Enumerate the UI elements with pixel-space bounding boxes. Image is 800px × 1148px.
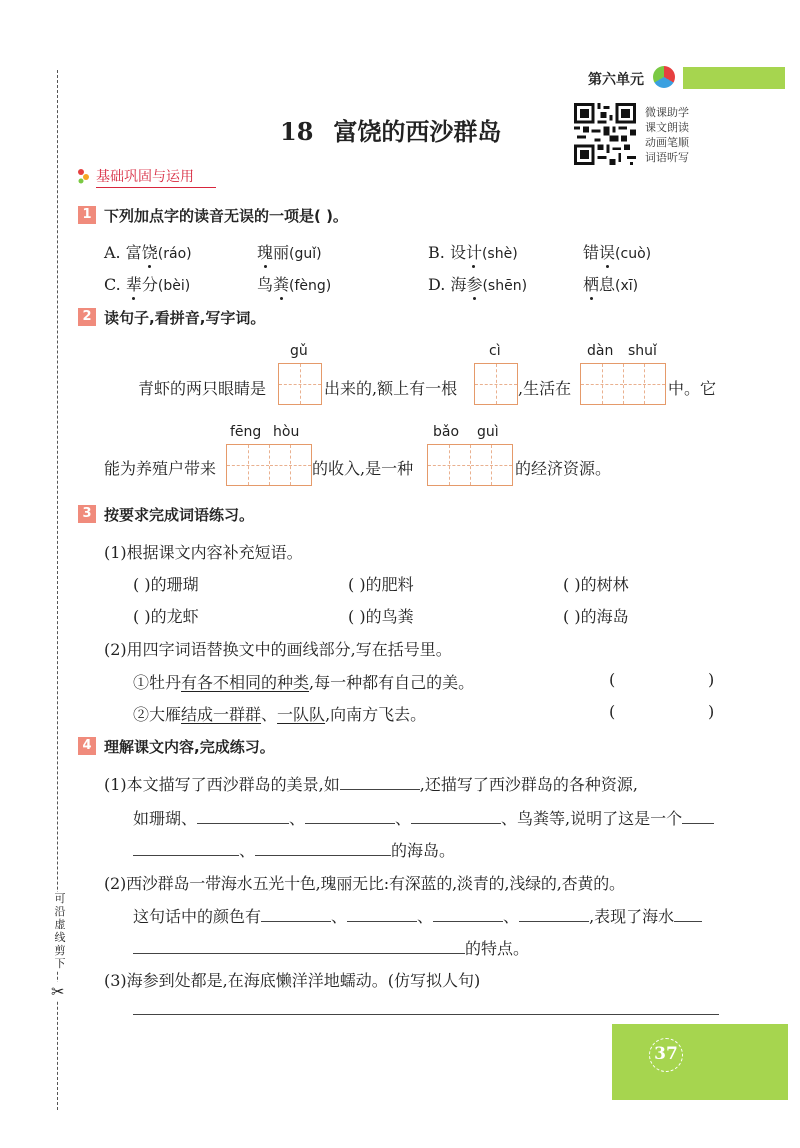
answer-blank[interactable] bbox=[682, 808, 714, 824]
pinyin: (guǐ) bbox=[289, 246, 322, 262]
q1-option-d bbox=[428, 272, 527, 295]
char-box-danshui[interactable] bbox=[580, 363, 666, 405]
answer-paren-close[interactable]: ) bbox=[708, 670, 715, 689]
word: 息 bbox=[599, 275, 616, 294]
answer-blank[interactable] bbox=[261, 906, 331, 922]
q2-prompt: 读句子,看拼音,写字词。 bbox=[104, 309, 266, 327]
qr-line: 微课助学 bbox=[645, 106, 689, 119]
answer-blank[interactable] bbox=[255, 840, 391, 856]
char-box-ci[interactable] bbox=[474, 363, 518, 405]
pinyin-label: fēng bbox=[230, 424, 262, 440]
dotted-char: 饶 bbox=[142, 240, 158, 263]
q2-line2-part: 的经济资源。 bbox=[515, 459, 612, 478]
qr-line: 词语听写 bbox=[645, 151, 689, 164]
paragraph-text: 、 bbox=[503, 907, 520, 926]
q3-sub1: (1)根据课文内容补充短语。 bbox=[104, 543, 303, 562]
phrase-blank[interactable]: ( )的龙虾 bbox=[133, 607, 199, 626]
underlined-text: 有各不相同的种类 bbox=[181, 673, 310, 692]
lesson-title bbox=[280, 112, 501, 147]
qr-line: 动画笔顺 bbox=[645, 136, 689, 149]
paragraph-text: 如珊瑚、 bbox=[133, 809, 198, 828]
paragraph-text: 、 bbox=[417, 907, 434, 926]
word: 鸟 bbox=[257, 275, 274, 294]
option-letter: B. bbox=[428, 243, 450, 262]
unit-bar bbox=[683, 67, 785, 89]
paragraph-text: 、鸟粪等,说明了这是一个 bbox=[501, 809, 683, 828]
char-box-baogui[interactable] bbox=[427, 444, 513, 486]
q2-line2-part: 能为养殖户带来 bbox=[104, 459, 217, 478]
dotted-char: 辈 bbox=[126, 272, 142, 295]
qr-caption bbox=[645, 105, 689, 165]
qr-code-icon[interactable] bbox=[573, 103, 637, 165]
scissors-icon: ✂ bbox=[51, 982, 65, 1001]
underlined-text: 结成一群群 bbox=[181, 705, 262, 724]
underlined-text: 一队队 bbox=[277, 705, 326, 724]
word: 设 bbox=[449, 243, 466, 262]
q1-option-d-word2 bbox=[583, 272, 638, 295]
dotted-char: 参 bbox=[466, 272, 482, 295]
page-number: 37 bbox=[649, 1038, 683, 1072]
q1-option-a-word2 bbox=[257, 240, 322, 263]
answer-blank[interactable] bbox=[411, 808, 501, 824]
pinyin: (xī) bbox=[615, 278, 639, 294]
q1-option-b-word2 bbox=[583, 240, 651, 263]
answer-blank[interactable] bbox=[674, 906, 702, 922]
sentence-text: ,向南方飞去。 bbox=[325, 705, 427, 724]
q1-option-c bbox=[104, 272, 190, 295]
sentence-text: ,每一种都有自己的美。 bbox=[309, 673, 475, 692]
answer-paren-open[interactable]: ( bbox=[609, 670, 616, 689]
answer-blank[interactable] bbox=[305, 808, 395, 824]
phrase-blank[interactable]: ( )的树林 bbox=[563, 575, 629, 594]
sentence-text: 、 bbox=[261, 705, 278, 724]
paragraph-text: ,还描写了西沙群岛的各种资源, bbox=[419, 775, 638, 794]
dotted-char: 误 bbox=[599, 240, 615, 263]
q4-p1-line3 bbox=[133, 838, 455, 861]
q3-sentence-1 bbox=[133, 670, 474, 693]
pinyin-label: dàn bbox=[587, 343, 614, 359]
question-badge: 3 bbox=[78, 505, 96, 523]
q1-option-c-word2 bbox=[257, 272, 331, 295]
section-dots-icon bbox=[74, 166, 94, 186]
dotted-char: 粪 bbox=[273, 272, 289, 295]
pinyin: (bèi) bbox=[157, 278, 191, 294]
unit-ball-icon bbox=[653, 66, 675, 88]
lesson-number: 18 bbox=[280, 117, 314, 146]
sentence-text: ②大雁 bbox=[133, 705, 182, 724]
q4-p3: (3)海参到处都是,在海底懒洋洋地蠕动。(仿写拟人句) bbox=[104, 971, 481, 990]
q4-p2-line1: (2)西沙群岛一带海水五光十色,瑰丽无比:有深蓝的,淡青的,浅绿的,杏黄的。 bbox=[104, 874, 625, 893]
char-box-gu[interactable] bbox=[278, 363, 322, 405]
q3-sub2: (2)用四字词语替换文中的画线部分,写在括号里。 bbox=[104, 640, 452, 659]
pinyin: (fèng) bbox=[289, 278, 332, 294]
option-letter: D. bbox=[428, 275, 451, 294]
dotted-char: 瑰 bbox=[257, 240, 273, 263]
q2-line1-part: 中。它 bbox=[668, 379, 717, 398]
paragraph-text: ,表现了海水 bbox=[589, 907, 675, 926]
paragraph-text: 、 bbox=[331, 907, 348, 926]
question-badge: 1 bbox=[78, 206, 96, 224]
answer-blank[interactable] bbox=[133, 938, 465, 954]
dotted-char: 计 bbox=[466, 240, 482, 263]
pinyin-label: guì bbox=[477, 424, 499, 440]
answer-blank[interactable] bbox=[433, 906, 503, 922]
question-badge: 4 bbox=[78, 737, 96, 755]
paragraph-text: 的海岛。 bbox=[391, 841, 456, 860]
answer-blank[interactable] bbox=[347, 906, 417, 922]
q2-line1-part: 出来的,额上有一根 bbox=[324, 379, 458, 398]
sentence-text: ①牡丹 bbox=[133, 673, 182, 692]
phrase-blank[interactable]: ( )的肥料 bbox=[348, 575, 414, 594]
section-underline bbox=[96, 187, 216, 188]
q1-prompt: 下列加点字的读音无误的一项是( )。 bbox=[104, 207, 348, 225]
paragraph-text: 、 bbox=[289, 809, 306, 828]
pinyin-label: bǎo bbox=[433, 424, 460, 440]
answer-paren-open[interactable]: ( bbox=[609, 702, 616, 721]
answer-line[interactable] bbox=[133, 1014, 719, 1015]
pinyin: (cuò) bbox=[615, 246, 652, 262]
phrase-blank[interactable]: ( )的海岛 bbox=[563, 607, 629, 626]
q3-prompt: 按要求完成词语练习。 bbox=[104, 506, 255, 524]
q2-line1-part: 青虾的两只眼睛是 bbox=[138, 379, 267, 398]
answer-blank[interactable] bbox=[519, 906, 589, 922]
phrase-blank[interactable]: ( )的珊瑚 bbox=[133, 575, 199, 594]
qr-line: 课文朗读 bbox=[645, 121, 689, 134]
q2-line2-part: 的收入,是一种 bbox=[312, 459, 414, 478]
page-tab bbox=[612, 1024, 788, 1100]
answer-blank[interactable] bbox=[340, 774, 420, 790]
pinyin-label: hòu bbox=[273, 424, 300, 440]
paragraph-text: 、 bbox=[395, 809, 412, 828]
word: 富 bbox=[125, 243, 142, 262]
word: 分 bbox=[141, 275, 158, 294]
lesson-name: 富饶的西沙群岛 bbox=[333, 117, 502, 146]
q4-p2-line2 bbox=[133, 904, 702, 927]
question-badge: 2 bbox=[78, 308, 96, 326]
paragraph-text: 这句话中的颜色有 bbox=[133, 907, 262, 926]
option-letter: C. bbox=[104, 275, 126, 294]
phrase-blank[interactable]: ( )的鸟粪 bbox=[348, 607, 414, 626]
q4-p2-line3 bbox=[133, 936, 529, 959]
pinyin-label: cì bbox=[489, 343, 501, 359]
dotted-char: 栖 bbox=[583, 272, 599, 295]
word: 丽 bbox=[273, 243, 290, 262]
word: 海 bbox=[450, 275, 467, 294]
pinyin: (shēn) bbox=[482, 278, 528, 294]
pinyin-label: gǔ bbox=[290, 343, 308, 359]
answer-paren-close[interactable]: ) bbox=[708, 702, 715, 721]
pinyin-label: shuǐ bbox=[628, 343, 657, 359]
q4-p1-line2 bbox=[133, 806, 714, 829]
section-title: 基础巩固与运用 bbox=[96, 169, 194, 185]
word: 错 bbox=[583, 243, 600, 262]
pinyin: (shè) bbox=[481, 246, 518, 262]
paragraph-text: 、 bbox=[239, 841, 256, 860]
answer-blank[interactable] bbox=[133, 840, 239, 856]
paragraph-text: 的特点。 bbox=[465, 939, 530, 958]
char-box-fenghou[interactable] bbox=[226, 444, 312, 486]
answer-blank[interactable] bbox=[197, 808, 289, 824]
q1-option-b bbox=[428, 240, 518, 263]
unit-label: 第六单元 bbox=[588, 72, 644, 88]
q4-prompt: 理解课文内容,完成练习。 bbox=[104, 738, 275, 756]
q1-option-a bbox=[104, 240, 192, 263]
pinyin: (ráo) bbox=[157, 246, 192, 262]
option-letter: A. bbox=[104, 243, 126, 262]
q2-line1-part: ,生活在 bbox=[518, 379, 572, 398]
paragraph-text: (1)本文描写了西沙群岛的美景,如 bbox=[104, 775, 340, 794]
cut-hint: 可沿虚线剪下 bbox=[54, 892, 66, 970]
q4-p1-line1 bbox=[104, 772, 638, 795]
q3-sentence-2 bbox=[133, 702, 426, 725]
